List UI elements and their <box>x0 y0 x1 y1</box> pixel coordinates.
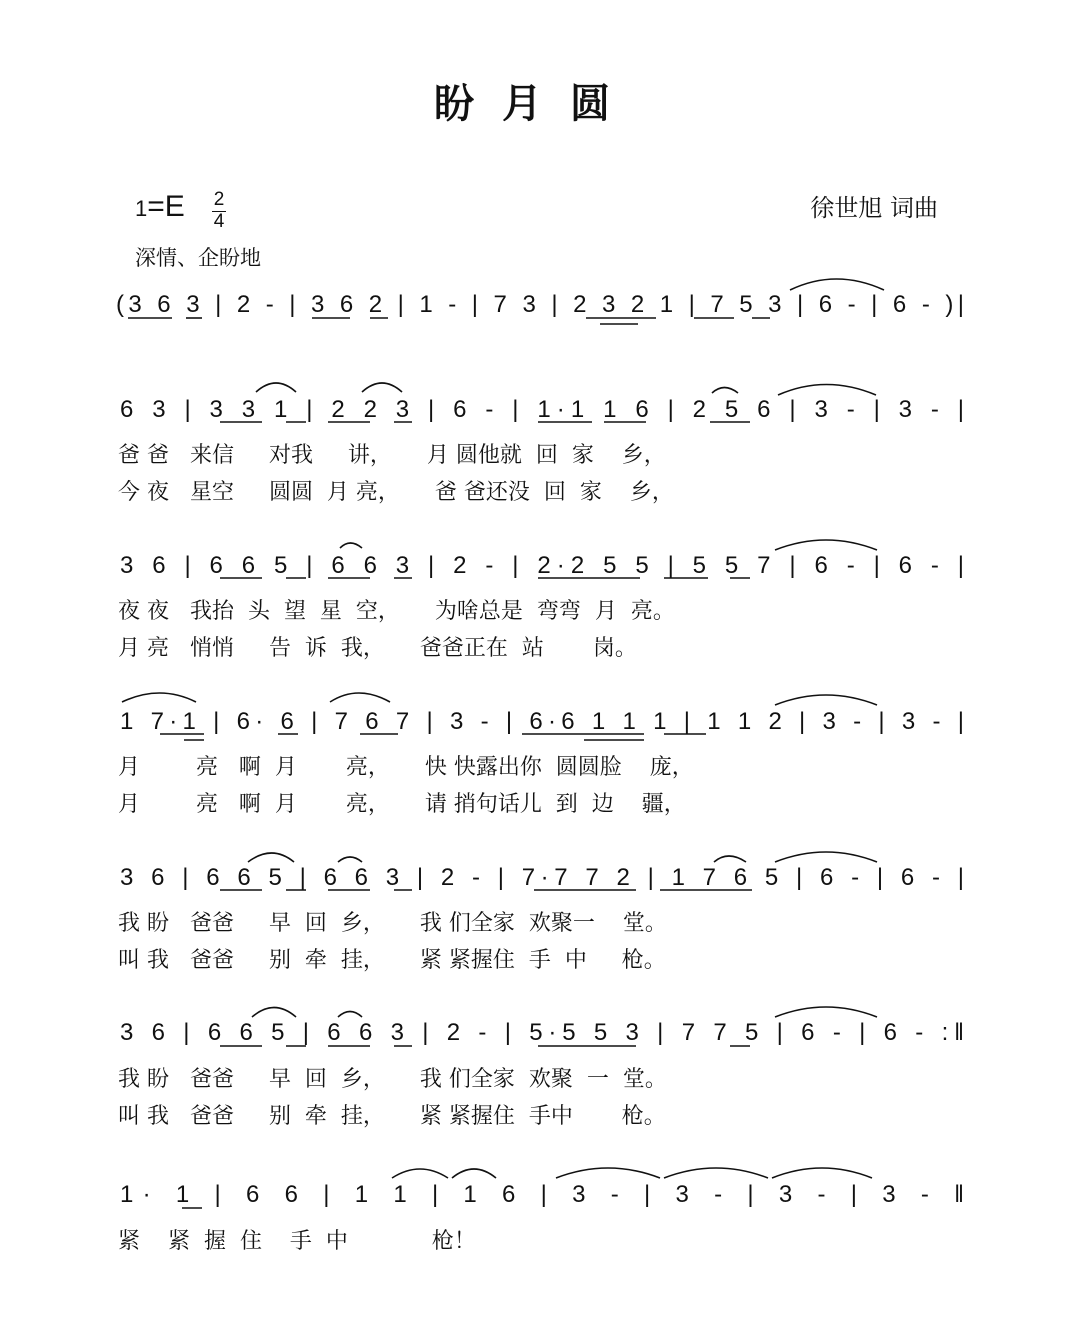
notation-row-6: 1· 1 | 6 6 | 1 1 | 1 6 | 3 - | 3 - | 3 - | 3 - ‖ <box>120 1181 965 1208</box>
lyric-line: 夜 夜 我抬 头 望 星 空， 为啥总是 弯弯 月 亮。 <box>118 599 675 624</box>
lyric-line: 月 亮 啊 月 亮， 快 快露出你 圆圆脸 庞， <box>118 755 694 780</box>
notation-row-0: (3 6 3 | 2 - | 3 6 2 | 1 - | 7 3 | 2 3 2 1 | 7 5 3 | 6 - | 6 - )| <box>116 291 964 318</box>
time-top: 2 <box>213 189 225 210</box>
lyric-line: 紧 紧 握 住 手 中 枪！ <box>118 1229 476 1254</box>
lyric-line: 我 盼 爸爸 早 回 乡， 我 们全家 欢聚一 堂。 <box>118 911 667 936</box>
tempo-marking: 深情、企盼地 <box>135 246 261 270</box>
time-bottom: 4 <box>213 211 225 232</box>
notation-row-5: 3 6 | 6 6 5 | 6 6 3 | 2 - | 5·5 5 3 | 7 7 5 | 6 - | 6 - :‖ <box>120 1019 964 1046</box>
lyric-line: 月 亮 啊 月 亮， 请 捎句话儿 到 边 疆， <box>118 792 686 817</box>
key-do: 1 <box>135 196 148 221</box>
lyric-line: 叫 我 爸爸 别 牵 挂， 紧 紧握住 手 中 枪。 <box>118 948 666 973</box>
lyric-line: 叫 我 爸爸 别 牵 挂， 紧 紧握住 手中 枪。 <box>118 1104 666 1129</box>
song-title: 盼月圆 <box>434 80 638 127</box>
key-eq: =E <box>147 190 185 223</box>
lyric-line: 爸 爸 来信 对我 讲， 月 圆他就 回 家 乡， <box>118 443 666 468</box>
lyric-line: 月 亮 悄悄 告 诉 我， 爸爸正在 站 岗。 <box>118 636 637 661</box>
composer-credit: 徐世旭 词曲 <box>810 194 938 222</box>
lyric-line: 我 盼 爸爸 早 回 乡， 我 们全家 欢聚 一 堂。 <box>118 1067 667 1092</box>
notation-row-4: 3 6 | 6 6 5 | 6 6 3 | 2 - | 7·7 7 2 | 1 7 6 5 | 6 - | 6 - | <box>120 864 965 891</box>
notation-row-3: 1 7·1 | 6· 6 | 7 6 7 | 3 - | 6·6 1 1 1 | 1 1 2 | 3 - | 3 - | <box>120 708 964 735</box>
notation-row-1: 6 3 | 3 3 1 | 2 2 3 | 6 - | 1·1 1 6 | 2 5 6 | 3 - | 3 - | <box>120 396 964 423</box>
lyric-line: 今 夜 星空 圆圆 月 亮， 爸 爸还没 回 家 乡， <box>118 480 674 505</box>
notation-row-2: 3 6 | 6 6 5 | 6 6 3 | 2 - | 2·2 5 5 | 5 5 7 | 6 - | 6 - | <box>120 552 964 579</box>
